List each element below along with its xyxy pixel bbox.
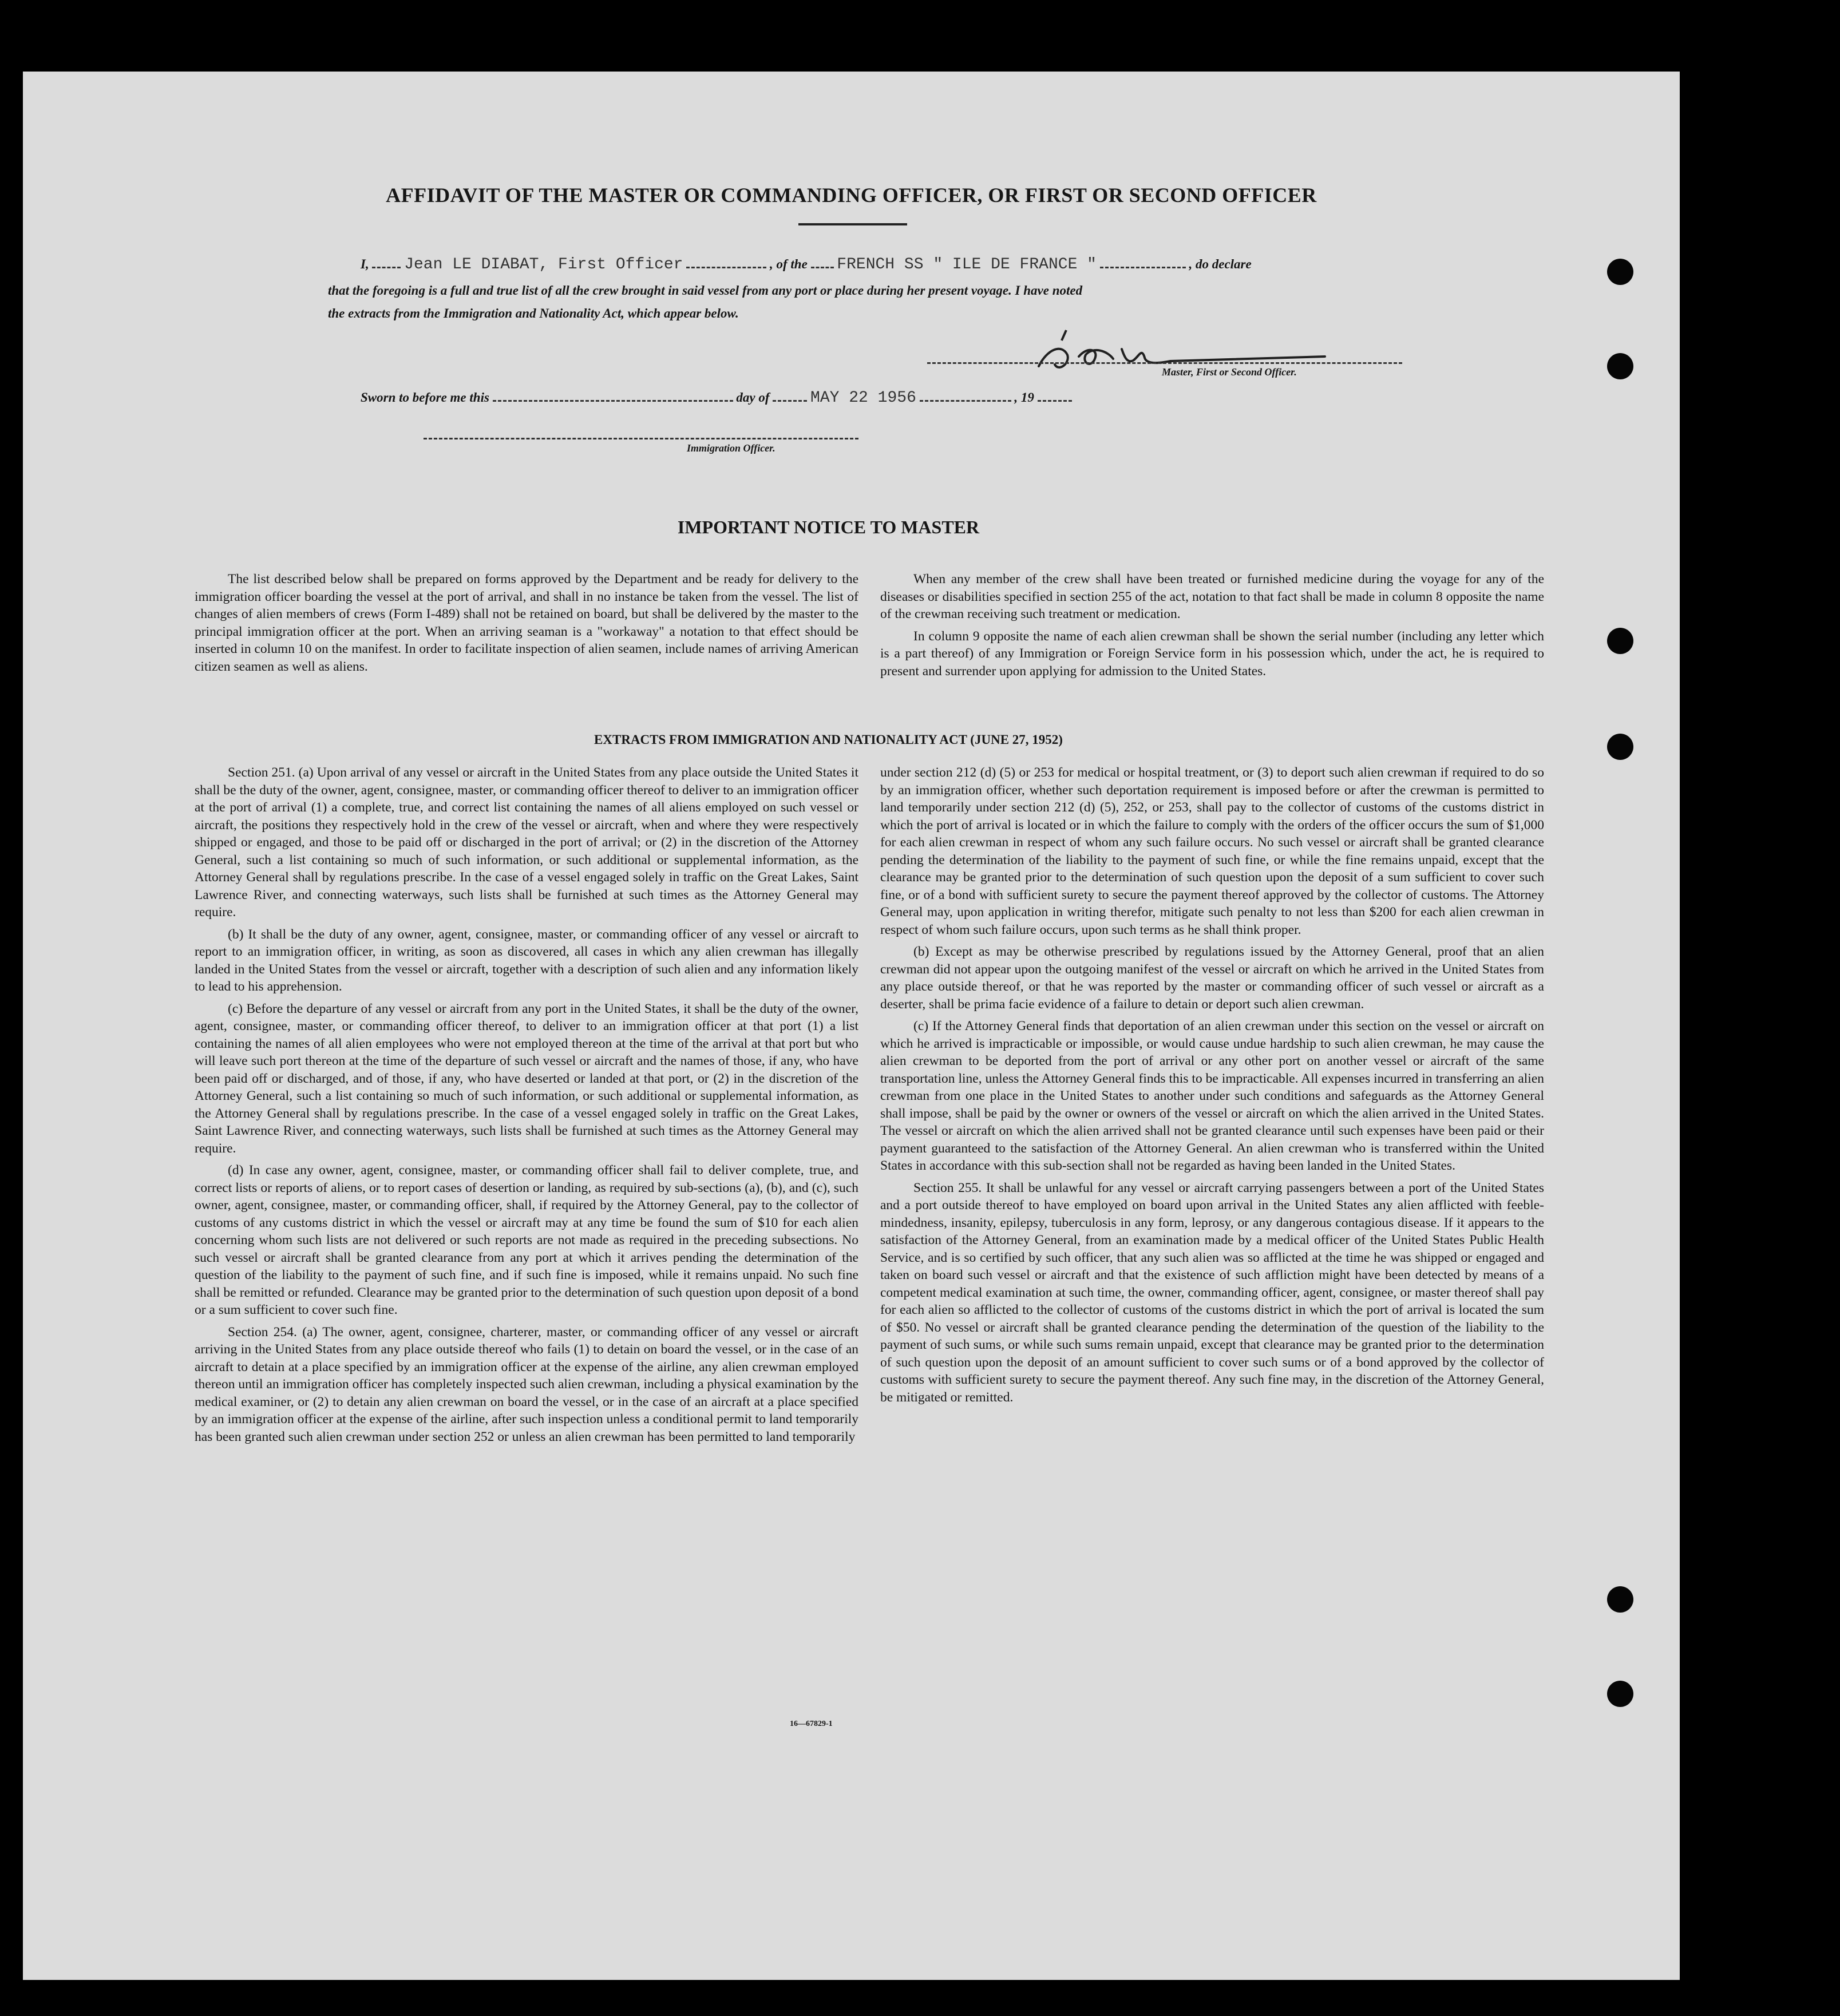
form-code: 16—67829-1: [790, 1720, 833, 1728]
binder-hole: [1607, 1681, 1633, 1707]
section-251-c: (c) Before the departure of any vessel or aircraft from any port in the United States, it shall be the duty of the owner, agent, consignee, master, or commanding officer thereof, to deliver to an immigration officer at that port (1) a list containing the names of all alien employees who were not employed thereon at the time of the arrival at that port but who will leave such port thereon at the time of the departure of such vessel or aircraft and the names of those, if any, who have been paid off or discharged, and of those, if any, who have deserted or landed at that port, or (2) in the discretion of the Attorney General, such a list containing so much of such information, or such additional or supplemental information, as the Attorney General shall by regulations prescribe. In the case of a vessel engaged solely in traffic on the Great Lakes, Saint Lawrence River, and connecting waterways, such lists shall be furnished at such times as the Attorney General may require.: [195, 1001, 858, 1156]
affidavit-line-2: that the foregoing is a full and true list of all the crew brought in said vessel from any port or place during her present voyage. I have noted: [328, 283, 1083, 298]
binder-hole: [1607, 1586, 1633, 1613]
notice-right-column: [880, 571, 1544, 684]
section-251-b: (b) It shall be the duty of any owner, agent, consignee, master, or commanding officer of any vessel or aircraft to report to an immigration officer, in writing, as soon as discovered, all cases in which any alien crewman has illegally landed in the United States from the vessel or aircraft, together with a description of such alien and any information likely to lead to his apprehension.: [195, 926, 858, 994]
binder-hole: [1607, 628, 1633, 654]
extracts-right-column: [880, 764, 1544, 1411]
extracts-left-column: [195, 764, 858, 1450]
section-254-a-continued: under section 212 (d) (5) or 253 for medical or hospital treatment, or (3) to deport such alien crewman if required to do so by an immigration officer, whether such deportation requirement is imposed before or after the crewman is permitted to land temporarily under section 212 (d) (5), 252, or 253, shall pay to the collector of customs of the customs district in which the port of arrival is located or in which the failure to comply with the orders of the officer occurs the sum of $1,000 for each alien crewman in respect of whom any such failure occurs. No such vessel or aircraft shall be granted clearance pending the determination of the liability to the payment of such fine, or while the fine remains unpaid, except that the clearance may be granted prior to the determination of such question upon the deposit of a sum sufficient to cover such fine, or of a bond with sufficient surety to secure the payment thereof approved by the collector of customs. The Attorney General may, upon application in writing therefor, mitigate such penalty to not less than $200 for each alien crewman in respect of whom such failure occurs, upon such terms as he shall think proper.: [880, 765, 1544, 937]
sworn-day-field: [493, 399, 733, 402]
notice-left-paragraph: The list described below shall be prepared on forms approved by the Department and be ready for delivery to the immigration officer boarding the vessel at the port of arrival, and shall in no instance be taken from the vessel. The list of changes of alien members of crews (Form I-489) shall not be retained on board, but shall be delivered by the master to the principal immigration officer at the port. When an arriving seaman is a "workaway" a notation to that effect should be inserted in column 10 on the manifest. In order to facilitate inspection of alien seamen, include names of arriving American citizen seamen as well as aliens.: [195, 572, 858, 674]
immigration-officer-caption: Immigration Officer.: [687, 442, 775, 454]
section-251-a: Section 251. (a) Upon arrival of any vessel or aircraft in the United States from any place outside the United States it shall be the duty of the owner, agent, consignee, master, or commanding officer thereof to deliver to an immigration officer at the port of arrival (1) a complete, true, and correct list containing the names of all aliens employed on such vessel or aircraft, the positions they respectively hold in the crew of the vessel or aircraft, when and where they were respectively shipped or engaged, and those to be paid off or discharged in the port of arrival; or (2) in the discretion of the Attorney General, such a list containing so much of such information, or such additional or supplemental information, as the Attorney General shall by regulations prescribe. In the case of a vessel engaged solely in traffic on the Great Lakes, Saint Lawrence River, and connecting waterways, such lists shall be furnished at such times as the Attorney General may require.: [195, 765, 858, 920]
signature-line: [927, 362, 1402, 364]
sworn-line: [361, 389, 1072, 407]
signature-caption: Master, First or Second Officer.: [1162, 366, 1297, 378]
immigration-officer-line: [424, 438, 858, 439]
affidavit-line-3: the extracts from the Immigration and Nationality Act, which appear below.: [328, 306, 739, 320]
section-251-d: (d) In case any owner, agent, consignee, master, or commanding officer shall fail to deliver complete, true, and correct lists or reports of aliens, or to report cases of desertion or landing, as required by sub-sections (a), (b), and (c), such owner, agent, consignee, master, or commanding officer, shall, if required by the Attorney General, pay to the collector of customs of any customs district in which the vessel or aircraft may at any time be found the sum of $10 for each alien concerning whom such lists are not delivered or such reports are not made as required in the preceding subsections. No such vessel or aircraft shall be granted clearance from any port at which it arrives pending the determination of the question of the liability to the payment of such fine, and if such fine is imposed, while it remains unpaid. No such fine shall be remitted or refunded. Clearance may be granted prior to the determination of such question upon deposit of a bond or a sum sufficient to cover such fine.: [195, 1163, 858, 1317]
binder-hole: [1607, 734, 1633, 760]
notice-right-paragraph-1: When any member of the crew shall have been treated or furnished medicine during the voyage for any of the diseases or disabilities specified in section 255 of the act, notation to that fact shall be made in column 8 opposite the name of the crewman receiving such treatment or medication.: [880, 572, 1544, 621]
sworn-date-stamp: MAY 22 1956: [810, 389, 916, 407]
year-label: , 19: [1014, 390, 1034, 405]
section-255: Section 255. It shall be unlawful for any vessel or aircraft carrying passengers between a port of the United States and a port outside thereof to have employed on board upon arrival in the United States any alien afflicted with feeble-mindedness, insanity, epilepsy, tuberculosis in any form, leprosy, or any dangerous contagious disease. If it appears to the satisfaction of the Attorney General, from an examination made by a medical officer of the United States Public Health Service, and is so certified by such officer, that any such alien was so afflicted at the time he was shipped or engaged and taken on board such vessel or aircraft and that the existence of such affliction might have been detected by means of a competent medical examination at such time, the owner, commanding officer, agent, consignee, or master thereof shall pay for each alien so afflicted to the collector of customs of the customs district in which the port of arrival is located the sum of $50. No vessel or aircraft shall be granted clearance pending the determination of the question of the liability to the payment of such sums, or while such sums remain unpaid, except that clearance may be granted prior to the determination of such question upon the deposit of an amount sufficient to cover such sums or of a bond approved by the collector of customs with sufficient surety to secure the payment thereof. Any such fine may, in the discretion of the Attorney General, be mitigated or remitted.: [880, 1180, 1544, 1405]
affidavit-line-1: [361, 256, 1252, 274]
notice-right-paragraph-2: In column 9 opposite the name of each alien crewman shall be shown the serial number (including any letter which is a part thereof) of any Immigration or Foreign Service form in his possession which, under the act, he is required to present and surrender upon applying for admission to the United States.: [880, 628, 1544, 679]
extracts-title: EXTRACTS FROM IMMIGRATION AND NATIONALITY ACT (JUNE 27, 1952): [594, 732, 1063, 747]
i-label: I,: [361, 257, 369, 271]
section-254-c: (c) If the Attorney General finds that deportation of an alien crewman under this section on the vessel or aircraft on which he arrived is impracticable or impossible, or would cause undue hardship to such alien crewman, he may cause the alien crewman to be deported from the port of arrival or any other port on another vessel or aircraft of the same transportation line, unless the Attorney General finds this to be impracticable. All expenses incurred in transferring an alien crewman from one place in the United States to another under such conditions and safeguards as the Attorney General shall impose, shall be paid by the owner or owners of the vessel or aircraft on which the alien arrived in the United States. The vessel or aircraft on which the alien arrived shall not be granted clearance until such expenses have been paid or their payment guaranteed to the satisfaction of the Attorney General. An alien crewman who is transferred within the United States in accordance with this sub-section shall not be regarded as having been landed in the United States.: [880, 1019, 1544, 1173]
document-page: [23, 72, 1680, 1980]
binder-hole: [1607, 353, 1633, 379]
day-of-label: day of: [736, 390, 770, 405]
binder-hole: [1607, 259, 1633, 285]
notice-left-column: [195, 571, 858, 680]
declare-label: , do declare: [1189, 257, 1252, 271]
officer-name-field: Jean LE DIABAT, First Officer: [404, 256, 683, 274]
of-the-label: , of the: [769, 257, 808, 271]
notice-title: IMPORTANT NOTICE TO MASTER: [677, 517, 980, 537]
section-254-b: (b) Except as may be otherwise prescribed by regulations issued by the Attorney General, proof that an alien crewman did not appear upon the outgoing manifest of the vessel or aircraft on which he arrived in the United States from any place outside thereof, or that he was reported by the master or commanding officer of such vessel or aircraft as a deserter, shall be prima facie evidence of a failure to detain or deport such alien crewman.: [880, 944, 1544, 1012]
sworn-label: Sworn to before me this: [361, 390, 489, 405]
section-254-a: Section 254. (a) The owner, agent, consignee, charterer, master, or commanding officer of any vessel or aircraft arriving in the United States from any place outside thereof who fails (1) to detain on board the vessel, or in the case of an aircraft to detain at a place specified by an immigration officer at the expense of the airline, any alien crewman employed thereon until an immigration officer has completely inspected such alien crewman, including a physical examination by the medical examiner, or (2) to detain any alien crewman on board the vessel, or in the case of an aircraft at a place specified by an immigration officer at the expense of the airline, after such inspection unless a conditional permit to land temporarily has been granted such alien crewman under section 252 or unless an alien crewman has been permitted to land temporarily: [195, 1324, 858, 1444]
heading-underline: [798, 223, 907, 225]
affidavit-heading: AFFIDAVIT OF THE MASTER OR COMMANDING OFFICER, OR FIRST OR SECOND OFFICER: [386, 184, 1317, 207]
vessel-name-field: FRENCH SS " ILE DE FRANCE ": [837, 256, 1097, 274]
